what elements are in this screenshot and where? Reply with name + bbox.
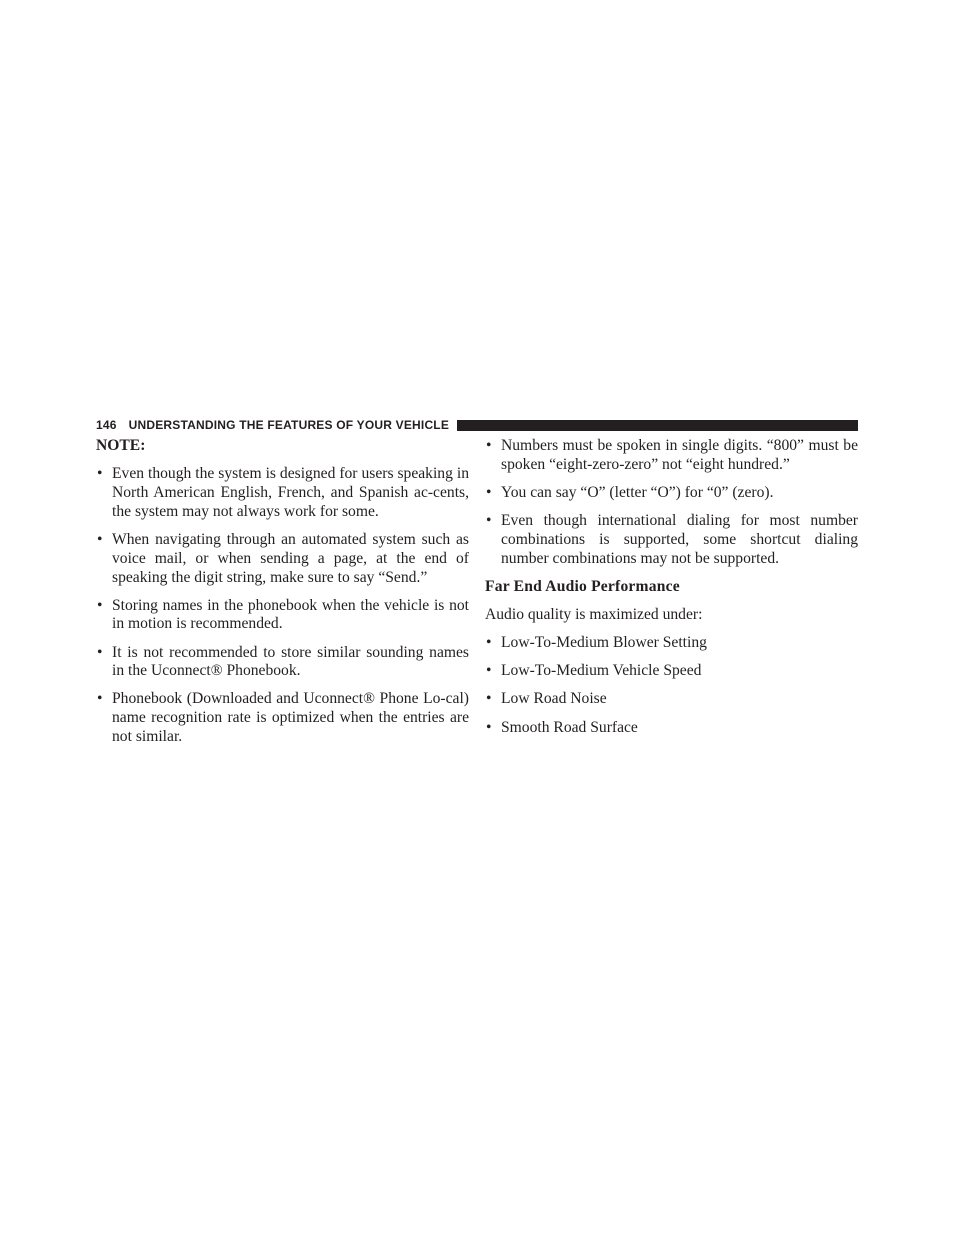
bullet-icon: • bbox=[486, 690, 492, 708]
list-item-text: Storing names in the phonebook when the vehicle is not in motion is recommended. bbox=[112, 596, 469, 633]
list-item-text: Even though the system is designed for users speaking in North American English, French, and Spanish ac-cents, the system may not always work for some. bbox=[112, 465, 469, 520]
bullet-icon: • bbox=[486, 511, 492, 529]
list-item bbox=[485, 634, 858, 653]
list-item bbox=[96, 531, 469, 587]
list-item bbox=[485, 690, 858, 709]
note-heading: NOTE: bbox=[96, 437, 146, 454]
bullet-icon: • bbox=[486, 662, 492, 680]
bullet-icon: • bbox=[97, 596, 103, 614]
section-subheading: Far End Audio Performance bbox=[485, 577, 680, 595]
list-item-text: Low-To-Medium Blower Setting bbox=[501, 634, 707, 652]
list-item-text: Low-To-Medium Vehicle Speed bbox=[501, 662, 702, 680]
list-item-text: When navigating through an automated system such as voice mail, or when sending a page, at the end of speaking the digit string, make sure to say “Send.” bbox=[112, 530, 469, 586]
audio-conditions-list bbox=[485, 634, 858, 737]
note-bullet-list bbox=[96, 465, 469, 747]
list-item bbox=[485, 512, 858, 568]
page-number: 146 bbox=[96, 418, 117, 432]
header-rule bbox=[457, 420, 858, 431]
list-item-text: You can say “O” (letter “O”) for “0” (zero). bbox=[501, 483, 774, 501]
page-header bbox=[96, 417, 858, 433]
bullet-icon: • bbox=[486, 437, 492, 454]
bullet-icon: • bbox=[486, 634, 492, 652]
dialing-bullet-list bbox=[485, 437, 858, 568]
list-item bbox=[485, 437, 858, 475]
list-item bbox=[96, 465, 469, 521]
bullet-icon: • bbox=[486, 718, 492, 736]
list-item bbox=[96, 597, 469, 635]
bullet-icon: • bbox=[97, 690, 103, 708]
bullet-icon: • bbox=[486, 483, 492, 501]
list-item bbox=[485, 484, 858, 503]
list-item bbox=[96, 644, 469, 682]
list-item-text: It is not recommended to store similar sounding names in the Uconnect® Phonebook. bbox=[112, 643, 469, 680]
list-item bbox=[485, 662, 858, 681]
list-item-text: Phonebook (Downloaded and Uconnect® Phone Lo-cal) name recognition rate is optimized when the entries are not similar. bbox=[112, 690, 469, 746]
intro-paragraph: Audio quality is maximized under: bbox=[485, 605, 703, 623]
section-title: UNDERSTANDING THE FEATURES OF YOUR VEHICLE bbox=[128, 418, 450, 432]
right-column bbox=[485, 437, 858, 747]
bullet-icon: • bbox=[97, 465, 103, 483]
list-item-text: Smooth Road Surface bbox=[501, 718, 638, 736]
list-item-text: Numbers must be spoken in single digits. “800” must be spoken “eight-zero-zero” not “eight hundred.” bbox=[501, 437, 858, 473]
bullet-icon: • bbox=[97, 643, 103, 661]
list-item bbox=[96, 690, 469, 746]
list-item-text: Even though international dialing for most number combinations is supported, some shortcut dialing number combinations may not be supported. bbox=[501, 511, 858, 567]
left-column bbox=[96, 437, 469, 756]
list-item-text: Low Road Noise bbox=[501, 690, 607, 708]
bullet-icon: • bbox=[97, 530, 103, 548]
list-item bbox=[485, 719, 858, 738]
